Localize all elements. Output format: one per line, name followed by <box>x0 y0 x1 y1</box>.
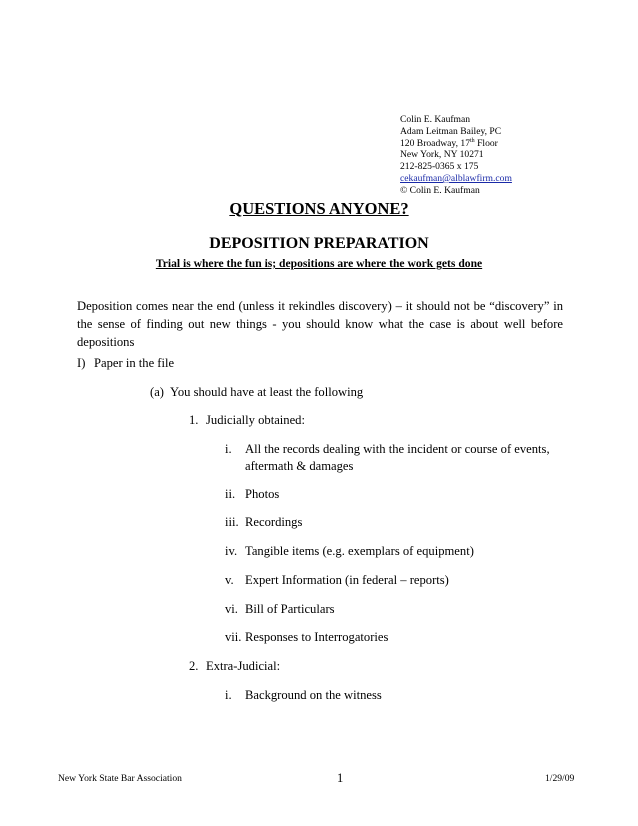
contact-address: 120 Broadway, 17th Floor <box>400 137 498 149</box>
outline-text: Judicially obtained: <box>206 413 305 427</box>
footer-page-number: 1 <box>337 771 344 785</box>
outline-text: You should have at least the following <box>170 385 364 399</box>
contact-city: New York, NY 10271 <box>400 149 484 161</box>
outline-text: Background on the witness <box>245 688 382 702</box>
outline-text: Photos <box>245 487 280 501</box>
outline-number: ii. <box>225 487 236 501</box>
contact-name: Colin E. Kaufman <box>400 114 471 125</box>
contact-email-link[interactable]: cekaufman@alblawfirm.com <box>400 172 512 184</box>
section-subheading: Trial is where the fun is; depositions are where the work gets done <box>155 257 483 270</box>
contact-phone: 212-825-0365 x 175 <box>400 161 479 173</box>
outline-number: I) <box>77 356 86 370</box>
outline-number: 1. <box>189 413 199 427</box>
contact-firm: Adam Leitman Bailey, PC <box>400 125 502 137</box>
outline-text-continued: aftermath & damages <box>245 459 354 473</box>
outline-number: vi. <box>225 602 238 616</box>
outline-text: Extra-Judicial: <box>206 659 281 673</box>
contact-copyright: © Colin E. Kaufman <box>400 184 480 196</box>
contact-block <box>400 114 512 197</box>
intro-paragraph: Deposition comes near the end (unless it rekindles discovery) – it should not be “discovery” in the sense of finding out new things - you should know what the case is about well before depositions <box>77 299 563 349</box>
outline-number: i. <box>225 442 232 456</box>
outline-text: Responses to Interrogatories <box>245 630 389 644</box>
outline-text: Expert Information (in federal – reports) <box>245 573 449 587</box>
outline-number: vii. <box>225 630 242 644</box>
footer-organization: New York State Bar Association <box>58 773 182 784</box>
main-title: QUESTIONS ANYONE? <box>229 199 409 218</box>
outline-text: Tangible items (e.g. exemplars of equipment) <box>245 544 474 558</box>
outline-number: (a) <box>150 385 164 399</box>
outline-text: Bill of Particulars <box>245 602 335 616</box>
outline-number: 2. <box>189 659 199 673</box>
outline-number: v. <box>225 573 234 587</box>
outline-text: Paper in the file <box>94 356 175 370</box>
outline-number: iii. <box>225 515 239 529</box>
outline-number: i. <box>225 688 232 702</box>
outline-number: iv. <box>225 544 238 558</box>
section-heading: DEPOSITION PREPARATION <box>209 235 429 252</box>
footer-date: 1/29/09 <box>545 773 575 784</box>
outline-text: All the records dealing with the incident or course of events, <box>245 442 550 456</box>
outline-text: Recordings <box>245 515 303 529</box>
